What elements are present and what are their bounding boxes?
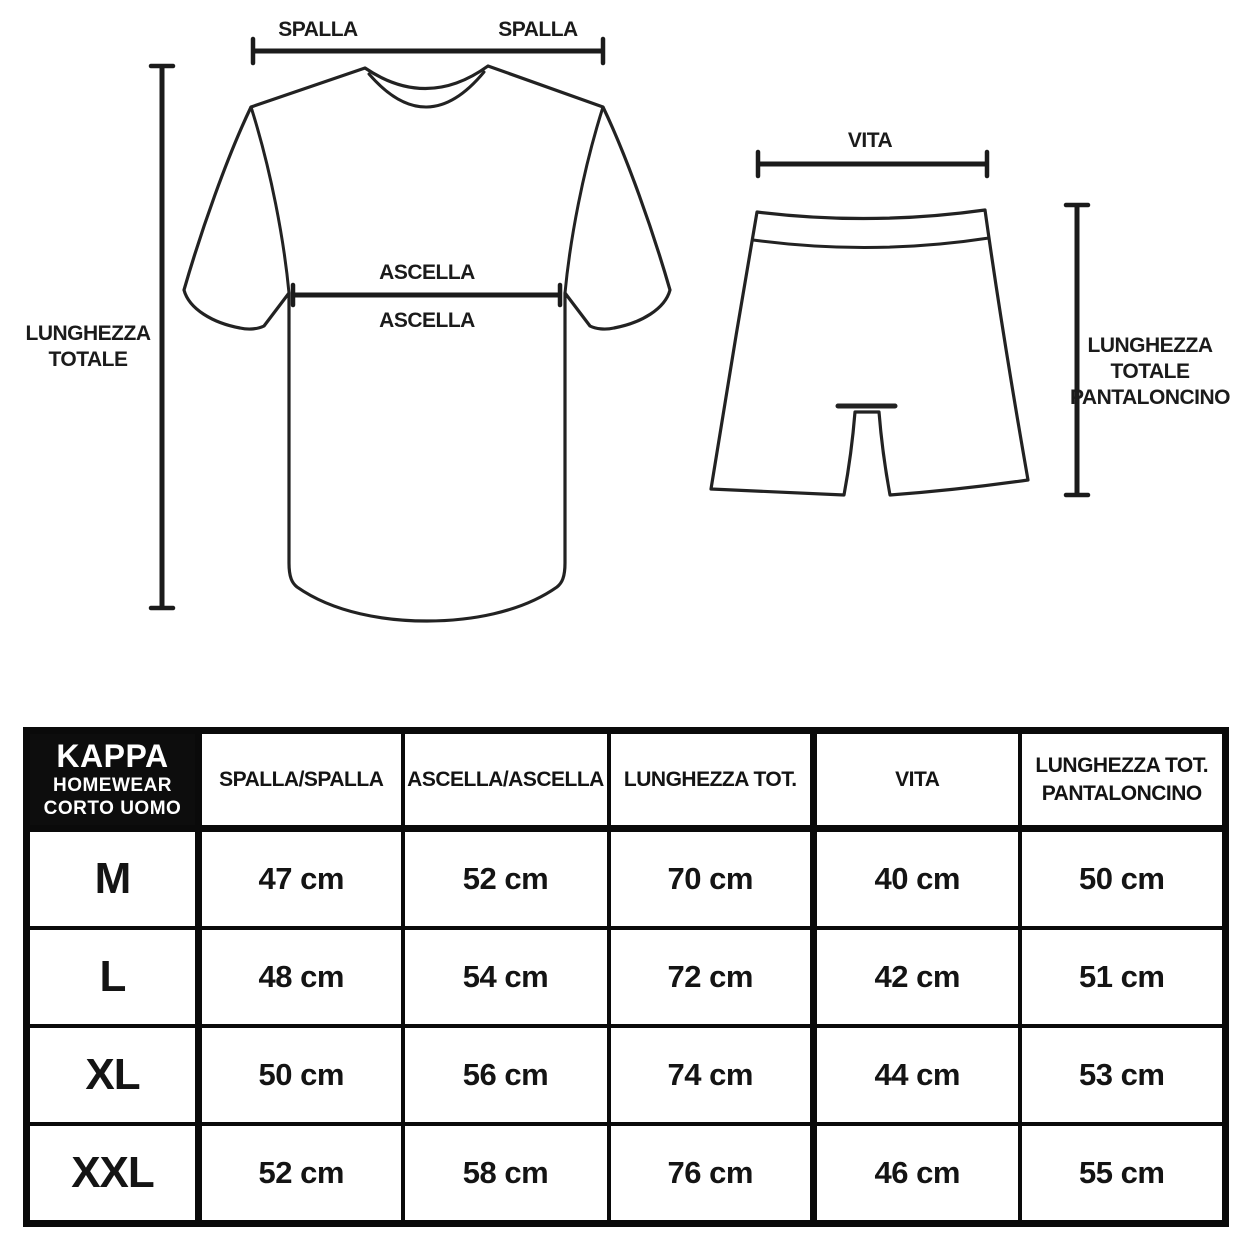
value-cell: 54 cm xyxy=(403,928,609,1026)
shorts-outline xyxy=(711,210,1028,495)
value-cell: 46 cm xyxy=(814,1124,1020,1224)
value-cell: 72 cm xyxy=(609,928,814,1026)
size-label: XXL xyxy=(27,1124,199,1224)
column-header-lunghezza: LUNGHEZZA TOT. xyxy=(609,731,814,829)
lunghezza-pantaloncino-label-line2: TOTALE xyxy=(1110,360,1190,383)
spalla-left-label: SPALLA xyxy=(278,18,358,41)
brand-product: CORTO UOMO xyxy=(43,798,182,820)
value-cell: 42 cm xyxy=(814,928,1020,1026)
size-label: L xyxy=(27,928,199,1026)
value-cell: 40 cm xyxy=(814,829,1020,929)
value-cell: 51 cm xyxy=(1020,928,1226,1026)
lunghezza-totale-label-line2: TOTALE xyxy=(48,348,128,371)
brand-header-cell xyxy=(27,731,199,829)
lunghezza-pantaloncino-label-line3: PANTALONCINO xyxy=(1069,386,1231,409)
value-cell: 48 cm xyxy=(199,928,403,1026)
size-label: XL xyxy=(27,1026,199,1124)
value-cell: 74 cm xyxy=(609,1026,814,1124)
size-label: M xyxy=(27,829,199,929)
shorts-length-measure xyxy=(1066,205,1230,495)
column-header-vita: VITA xyxy=(814,731,1020,829)
value-cell: 52 cm xyxy=(403,829,609,929)
ascella-bottom-label: ASCELLA xyxy=(379,309,475,332)
value-cell: 44 cm xyxy=(814,1026,1020,1124)
lunghezza-totale-label-line1: LUNGHEZZA xyxy=(25,322,151,345)
column-header-spalla: SPALLA/SPALLA xyxy=(199,731,403,829)
lunghezza-pantaloncino-label-line1: LUNGHEZZA xyxy=(1087,334,1213,357)
size-table xyxy=(23,727,1229,1227)
column-header-ascella: ASCELLA/ASCELLA xyxy=(403,731,609,829)
vita-label: VITA xyxy=(847,129,893,152)
table-row-m xyxy=(27,829,1226,929)
table-row-l xyxy=(27,928,1226,1026)
table-row-xxl xyxy=(27,1124,1226,1224)
value-cell: 50 cm xyxy=(199,1026,403,1124)
value-cell: 47 cm xyxy=(199,829,403,929)
value-cell: 58 cm xyxy=(403,1124,609,1224)
shorts-drawing xyxy=(711,210,1028,495)
tshirt-drawing xyxy=(184,66,670,621)
spalla-right-label: SPALLA xyxy=(498,18,578,41)
value-cell: 55 cm xyxy=(1020,1124,1226,1224)
value-cell: 53 cm xyxy=(1020,1026,1226,1124)
ascella-top-label: ASCELLA xyxy=(379,261,475,284)
value-cell: 76 cm xyxy=(609,1124,814,1224)
table-row-xl xyxy=(27,1026,1226,1124)
value-cell: 52 cm xyxy=(199,1124,403,1224)
table-header-row xyxy=(27,731,1226,829)
tshirt-outline xyxy=(184,66,670,621)
vita-measure xyxy=(758,129,987,176)
value-cell: 70 cm xyxy=(609,829,814,929)
tshirt-length-measure xyxy=(26,66,174,608)
shoulder-measure xyxy=(253,18,603,63)
brand-collection: HOMEWEAR xyxy=(52,775,173,797)
brand-name: KAPPA xyxy=(56,737,169,774)
value-cell: 56 cm xyxy=(403,1026,609,1124)
value-cell: 50 cm xyxy=(1020,829,1226,929)
column-header-lunghezza-pantaloncino: LUNGHEZZA TOT. PANTALONCINO xyxy=(1020,731,1226,829)
